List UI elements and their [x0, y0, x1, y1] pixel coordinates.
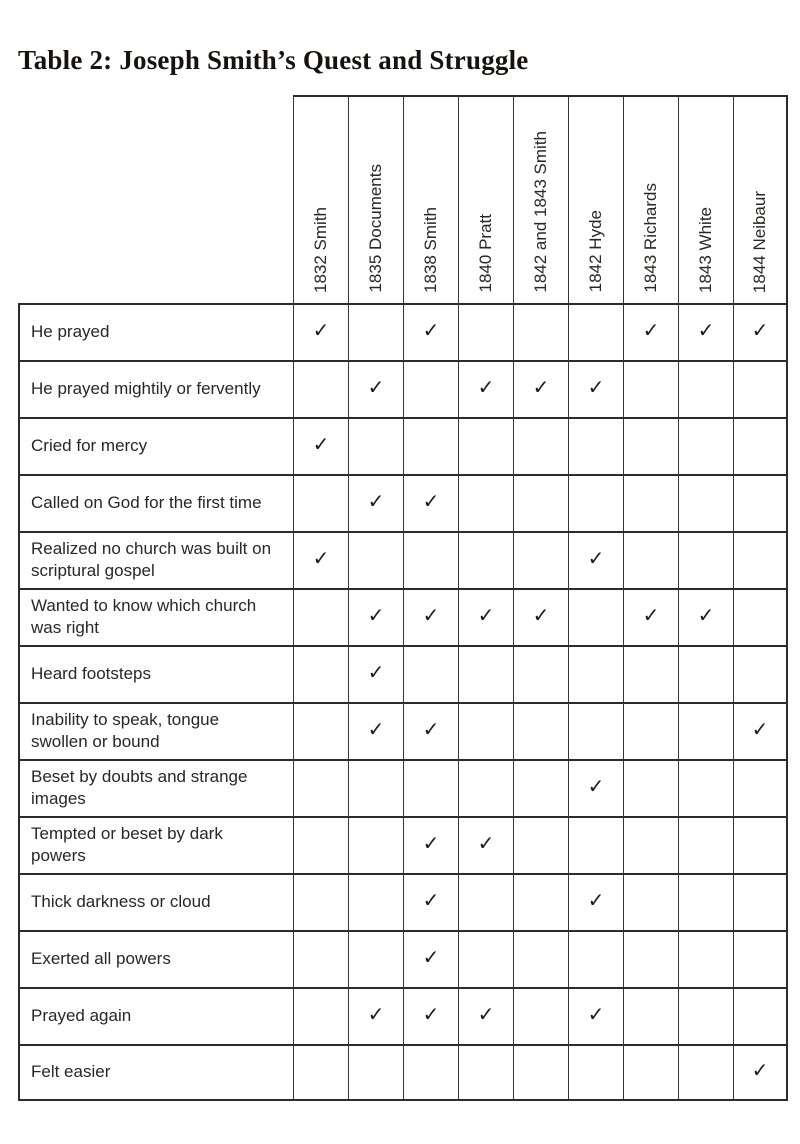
check-cell-empty	[623, 531, 678, 588]
check-cell-checked	[293, 417, 348, 474]
check-cell-empty	[733, 645, 788, 702]
check-cell-empty	[623, 930, 678, 987]
column-header-label: 1842 and 1843 Smith	[531, 131, 550, 293]
check-cell-empty	[733, 759, 788, 816]
check-cell-empty	[293, 702, 348, 759]
check-cell-empty	[293, 474, 348, 531]
check-cell-checked	[348, 702, 403, 759]
check-cell-checked	[403, 816, 458, 873]
column-header	[678, 95, 733, 303]
check-cell-empty	[513, 531, 568, 588]
row-label	[18, 645, 293, 702]
table-header-row	[18, 95, 788, 303]
check-cell-empty	[458, 702, 513, 759]
row-label	[18, 759, 293, 816]
checkmark-icon: ✓	[587, 1004, 605, 1027]
check-cell-empty	[348, 531, 403, 588]
check-cell-empty	[568, 645, 623, 702]
column-header-label: 1832 Smith	[311, 206, 330, 293]
check-cell-empty	[733, 360, 788, 417]
table-row	[18, 588, 788, 645]
checkmark-icon: ✓	[422, 1004, 440, 1027]
column-header	[348, 95, 403, 303]
check-cell-empty	[623, 417, 678, 474]
row-label-text: Exerted all powers	[31, 948, 171, 968]
check-cell-checked	[348, 360, 403, 417]
column-header	[623, 95, 678, 303]
column-header	[568, 95, 623, 303]
check-cell-empty	[513, 417, 568, 474]
row-label-text: He prayed mightily or fervently	[31, 378, 261, 398]
checkmark-icon: ✓	[312, 434, 330, 457]
check-cell-checked	[568, 759, 623, 816]
check-cell-empty	[623, 474, 678, 531]
column-header-label: 1843 Richards	[641, 183, 660, 293]
check-cell-empty	[568, 930, 623, 987]
check-cell-empty	[733, 930, 788, 987]
check-cell-checked	[458, 816, 513, 873]
check-cell-empty	[568, 816, 623, 873]
check-cell-checked	[458, 588, 513, 645]
check-cell-empty	[458, 930, 513, 987]
checkmark-icon: ✓	[477, 833, 495, 856]
column-header	[403, 95, 458, 303]
check-cell-empty	[678, 645, 733, 702]
row-label-text: Thick darkness or cloud	[31, 891, 211, 911]
row-label-text: Prayed again	[31, 1005, 132, 1025]
check-cell-empty	[458, 417, 513, 474]
check-cell-empty	[623, 759, 678, 816]
column-header	[733, 95, 788, 303]
row-label	[18, 873, 293, 930]
check-cell-empty	[293, 759, 348, 816]
checkmark-icon: ✓	[312, 548, 330, 571]
checkmark-icon: ✓	[642, 320, 660, 343]
check-cell-empty	[458, 873, 513, 930]
check-cell-empty	[733, 816, 788, 873]
checkmark-icon: ✓	[587, 890, 605, 913]
check-cell-checked	[568, 531, 623, 588]
check-cell-checked	[293, 303, 348, 360]
row-label-text: Cried for mercy	[31, 435, 148, 455]
check-cell-empty	[733, 873, 788, 930]
checkmark-icon: ✓	[422, 947, 440, 970]
checkmark-icon: ✓	[367, 1004, 385, 1027]
check-cell-empty	[513, 759, 568, 816]
check-cell-empty	[513, 1044, 568, 1101]
table-row	[18, 645, 788, 702]
check-cell-empty	[623, 360, 678, 417]
check-cell-empty	[293, 873, 348, 930]
check-cell-empty	[458, 531, 513, 588]
row-label-text: He prayed	[31, 321, 110, 341]
table-row	[18, 816, 788, 873]
checkmark-icon: ✓	[477, 1004, 495, 1027]
check-cell-empty	[513, 873, 568, 930]
check-cell-empty	[403, 1044, 458, 1101]
check-cell-checked	[678, 588, 733, 645]
check-cell-checked	[458, 360, 513, 417]
checkmark-icon: ✓	[642, 605, 660, 628]
check-cell-empty	[678, 759, 733, 816]
column-header	[293, 95, 348, 303]
table-row	[18, 1044, 788, 1101]
checkmark-icon: ✓	[751, 719, 769, 742]
check-cell-empty	[623, 1044, 678, 1101]
checkmark-icon: ✓	[422, 605, 440, 628]
check-cell-empty	[348, 816, 403, 873]
header-cells	[293, 95, 788, 303]
check-cell-checked	[403, 987, 458, 1044]
check-cell-empty	[678, 531, 733, 588]
check-cell-empty	[568, 303, 623, 360]
check-cell-empty	[733, 987, 788, 1044]
check-cell-empty	[458, 645, 513, 702]
checkmark-icon: ✓	[477, 605, 495, 628]
table-row	[18, 759, 788, 816]
checkmark-icon: ✓	[587, 548, 605, 571]
check-cell-empty	[348, 417, 403, 474]
check-cell-empty	[293, 645, 348, 702]
table-row	[18, 531, 788, 588]
check-cell-empty	[733, 531, 788, 588]
row-label	[18, 816, 293, 873]
check-cell-checked	[513, 360, 568, 417]
check-cell-checked	[733, 303, 788, 360]
table-row	[18, 360, 788, 417]
checkmark-icon: ✓	[367, 377, 385, 400]
check-cell-checked	[403, 702, 458, 759]
check-cell-empty	[513, 474, 568, 531]
row-label	[18, 360, 293, 417]
check-cell-empty	[513, 816, 568, 873]
check-cell-checked	[293, 531, 348, 588]
check-cell-empty	[293, 588, 348, 645]
check-cell-checked	[348, 987, 403, 1044]
row-label-text: Called on God for the first time	[31, 492, 262, 512]
check-cell-checked	[348, 645, 403, 702]
check-cell-empty	[733, 588, 788, 645]
check-cell-empty	[458, 1044, 513, 1101]
check-cell-empty	[568, 1044, 623, 1101]
check-cell-empty	[403, 417, 458, 474]
check-cell-empty	[458, 759, 513, 816]
table-body	[18, 303, 788, 1101]
table-row	[18, 702, 788, 759]
check-cell-empty	[403, 645, 458, 702]
check-cell-empty	[293, 816, 348, 873]
row-label	[18, 930, 293, 987]
checkmark-icon: ✓	[367, 605, 385, 628]
checkmark-icon: ✓	[422, 320, 440, 343]
header-spacer	[18, 95, 293, 303]
checkmark-icon: ✓	[422, 719, 440, 742]
check-cell-empty	[513, 303, 568, 360]
row-label-text: Wanted to know which church was right	[31, 595, 257, 637]
check-cell-empty	[293, 1044, 348, 1101]
checkmark-icon: ✓	[587, 776, 605, 799]
table-row	[18, 303, 788, 360]
check-cell-empty	[513, 645, 568, 702]
check-cell-empty	[293, 930, 348, 987]
check-cell-checked	[623, 588, 678, 645]
row-label	[18, 417, 293, 474]
check-cell-checked	[403, 873, 458, 930]
checkmark-icon: ✓	[697, 320, 715, 343]
check-cell-checked	[348, 588, 403, 645]
row-label	[18, 987, 293, 1044]
check-cell-empty	[568, 588, 623, 645]
check-cell-checked	[568, 987, 623, 1044]
column-header-label: 1842 Hyde	[586, 210, 605, 293]
column-header	[513, 95, 568, 303]
check-cell-empty	[513, 930, 568, 987]
column-header-label: 1843 White	[696, 206, 715, 293]
check-cell-empty	[623, 873, 678, 930]
row-label	[18, 474, 293, 531]
row-label	[18, 1044, 293, 1101]
check-cell-empty	[513, 987, 568, 1044]
check-cell-checked	[403, 303, 458, 360]
check-cell-empty	[348, 1044, 403, 1101]
row-label-text: Beset by doubts and strange images	[31, 766, 248, 808]
checkmark-icon: ✓	[697, 605, 715, 628]
check-cell-checked	[403, 930, 458, 987]
row-label	[18, 702, 293, 759]
check-cell-empty	[678, 360, 733, 417]
check-cell-empty	[678, 702, 733, 759]
check-cell-empty	[678, 1044, 733, 1101]
row-label-text: Tempted or beset by dark powers	[31, 823, 223, 865]
check-cell-empty	[568, 474, 623, 531]
table-row	[18, 873, 788, 930]
check-cell-empty	[348, 930, 403, 987]
check-cell-empty	[678, 987, 733, 1044]
check-cell-empty	[348, 873, 403, 930]
row-label	[18, 531, 293, 588]
checkmark-icon: ✓	[422, 890, 440, 913]
checkmark-icon: ✓	[532, 377, 550, 400]
check-cell-empty	[403, 759, 458, 816]
row-label-text: Felt easier	[31, 1061, 111, 1081]
check-cell-empty	[678, 930, 733, 987]
checkmark-icon: ✓	[367, 719, 385, 742]
table-row	[18, 417, 788, 474]
check-cell-checked	[348, 474, 403, 531]
check-cell-empty	[678, 417, 733, 474]
table-title: Table 2: Joseph Smith’s Quest and Struggle	[18, 45, 529, 75]
check-cell-empty	[348, 759, 403, 816]
check-cell-empty	[568, 702, 623, 759]
check-cell-empty	[403, 531, 458, 588]
check-cell-empty	[348, 303, 403, 360]
column-header-label: 1840 Pratt	[476, 214, 495, 293]
checkmark-icon: ✓	[587, 377, 605, 400]
check-cell-checked	[568, 360, 623, 417]
row-label	[18, 303, 293, 360]
check-cell-empty	[733, 474, 788, 531]
check-cell-empty	[623, 987, 678, 1044]
check-cell-empty	[293, 360, 348, 417]
checkmark-icon: ✓	[367, 491, 385, 514]
checkmark-icon: ✓	[422, 833, 440, 856]
quest-struggle-table	[18, 95, 788, 1101]
checkmark-icon: ✓	[477, 377, 495, 400]
row-label-text: Realized no church was built on scriptural gospel	[31, 538, 272, 580]
check-cell-checked	[568, 873, 623, 930]
table-row	[18, 930, 788, 987]
check-cell-empty	[623, 702, 678, 759]
check-cell-checked	[623, 303, 678, 360]
check-cell-checked	[458, 987, 513, 1044]
check-cell-empty	[623, 816, 678, 873]
check-cell-empty	[623, 645, 678, 702]
checkmark-icon: ✓	[751, 1060, 769, 1083]
check-cell-checked	[403, 588, 458, 645]
check-cell-checked	[733, 1044, 788, 1101]
column-header	[458, 95, 513, 303]
checkmark-icon: ✓	[751, 320, 769, 343]
check-cell-empty	[678, 873, 733, 930]
row-label-text: Inability to speak, tongue swollen or bound	[31, 709, 220, 751]
checkmark-icon: ✓	[312, 320, 330, 343]
check-cell-empty	[678, 816, 733, 873]
check-cell-empty	[458, 474, 513, 531]
checkmark-icon: ✓	[422, 491, 440, 514]
table-row	[18, 474, 788, 531]
check-cell-checked	[733, 702, 788, 759]
table-row	[18, 987, 788, 1044]
check-cell-empty	[293, 987, 348, 1044]
check-cell-empty	[513, 702, 568, 759]
row-label-text: Heard footsteps	[31, 663, 152, 683]
check-cell-empty	[733, 417, 788, 474]
check-cell-checked	[513, 588, 568, 645]
column-header-label: 1844 Neibaur	[750, 190, 769, 293]
check-cell-checked	[403, 474, 458, 531]
check-cell-empty	[568, 417, 623, 474]
row-label	[18, 588, 293, 645]
checkmark-icon: ✓	[367, 662, 385, 685]
column-header-label: 1835 Documents	[366, 164, 385, 293]
check-cell-empty	[678, 474, 733, 531]
check-cell-empty	[403, 360, 458, 417]
check-cell-checked	[678, 303, 733, 360]
column-header-label: 1838 Smith	[421, 206, 440, 293]
checkmark-icon: ✓	[532, 605, 550, 628]
check-cell-empty	[458, 303, 513, 360]
